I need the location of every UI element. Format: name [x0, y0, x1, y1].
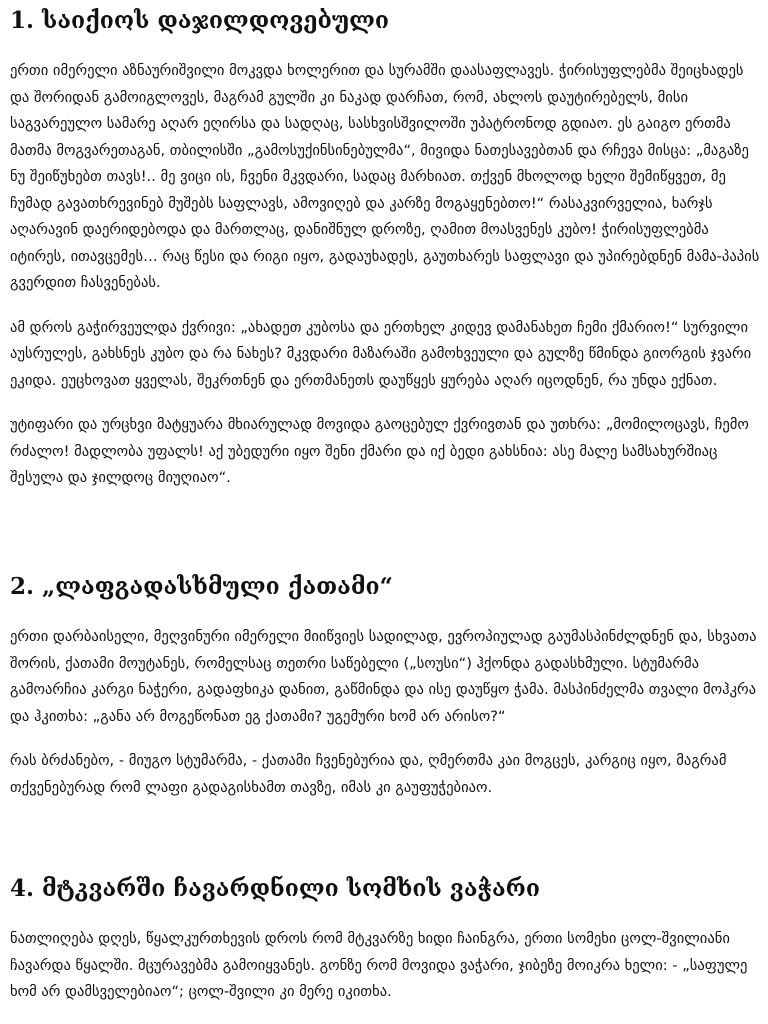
section-title-4: 4. მტკვარში ჩავარდნილი სომხის ვაჭარი [10, 875, 540, 902]
section-body-2 [10, 624, 760, 801]
paragraph: რას ბრძანებო, - მიუგო სტუმარმა, - ქათამი ჩვენებურია და, ღმერთმა კაი მოგცეს, კარგიც იყო, მაგრამ თქვენებურად რომ ლაფი გადაგისხამთ თავზე, იმას კი გაუფუჭებიაო. [10, 752, 727, 796]
paragraph: ნათლიღება დღეს, წყალკურთხევის დროს რომ მტკვარზე ხიდი ჩაინგრა, ერთი სომეხი ცოლ-შვილიანი ჩავარდა წყალში. მცურავებმა გამოიყვანეს. გონზე რომ მოვიდა ვაჭარი, ჯიბეზე მოიკრა ხელი: - „საფულე ხომ არ დამსველებიაო“; ცოლ-შვილი კი მერე იკითხა. [10, 930, 748, 1000]
section-title-2: 2. „ლაფგადასხმული ქათამი“ [10, 573, 393, 600]
paragraph: ამ დროს გაჭირვეულდა ქვრივი: „ახადეთ კუბოსა და ერთხელ კიდევ დამანახეთ ჩემი ქმარიო!“ სურვილი აუსრულეს, გახსნეს კუბო და რა ნახეს? მკვდარი მაზარაში გამოხვეული და გულზე წმინდა გიორგის ჯვარი ეკიდა. ეუცხოვათ ყველას, შეკრთნენ და ერთმანეთს დაუწყეს ყურება აღარ იცოდნენ, რა უნდა ექნათ. [10, 318, 752, 389]
paragraph: უტიფარი და ურცხვი მატყუარა მხიარულად მოვიდა გაოცებულ ქვრივთან და უთხრა: „მომილოცავს, ჩემო რძალო! მადლობა უფალს! აქ უბედური იყო შენი ქმარი და იქ ბედი გახსნია: ასე მალე სამსახურშიაც შესულა და ჯილდოც მიუღიაო“. [10, 416, 749, 486]
section-body-4 [10, 926, 760, 1006]
section-title-1: 1. საიქიოს დაჯილდოვებული [10, 7, 390, 34]
paragraph: ერთი იმერელი აზნაურიშვილი მოკვდა ხოლერით და სურამში დაასაფლავეს. ჭირისუფლებმა შეიცხადეს და შორიდან გამოიგლოვეს, მაგრამ გულში კი ნაკად დარჩათ, რომ, ახლოს დაუტირებელს, მისი საგვარეულო სამარე აღარ ეღირსა და სადღაც, სასხვისშვილოში უპატრონოდ გდიაო. ეს გაიგო ერთმა მათმა მოგვარეთაგან, თბილისში „გამოსუქინსინებულმა“, მივიდა ნათესავებთან და რჩევა მისცა: „მაგაზე ნუ შეიწუხებთ თავს!.. მე ვიცი ის, ჩვენი მკვდარი, სადაც მარხიათ. თქვენ მხოლოდ ხელი შემიწყვეთ, მე ჩუმად გავათხრევინებ მუშებს საფლავს, ამოვიღებ და კარზე მოგაყენებთო!“ რასაკვირველია, ხარჯს აღარავინ დაერიდებოდა და მართლაც, დანიშნულ დროზე, ღამით მოასვენეს კუბო! ჭირისუფლებმა იტირეს, ითავცემეს… რაც წესი და რიგი იყო, გადაუხადეს, გაუთხარეს საფლავი და უპირებდნენ მამა-პაპის გვერდით ჩასვენებას. [10, 62, 760, 291]
section-body-1 [10, 58, 760, 492]
paragraph: ერთი დარბაისელი, მეღვინური იმერელი მიიწვიეს სადილად, ევროპიულად გაუმასპინძლდნენ და, სხვათა შორის, ქათამი მოუტანეს, რომელსაც თეთრი საწებელი („სოუსი“) ჰქონდა გადასხმული. სტუმარმა გამოარჩია კარგი ნაჭერი, გადაფხიკა დანით, გაწმინდა და ისე დაუწყო ჭამა. მასპინძელმა თვალი მოჰკრა და ჰკითხა: „განა არ მოგეწონათ ეგ ქათამი? უგემური ხომ არ არისო?“ [10, 628, 757, 725]
